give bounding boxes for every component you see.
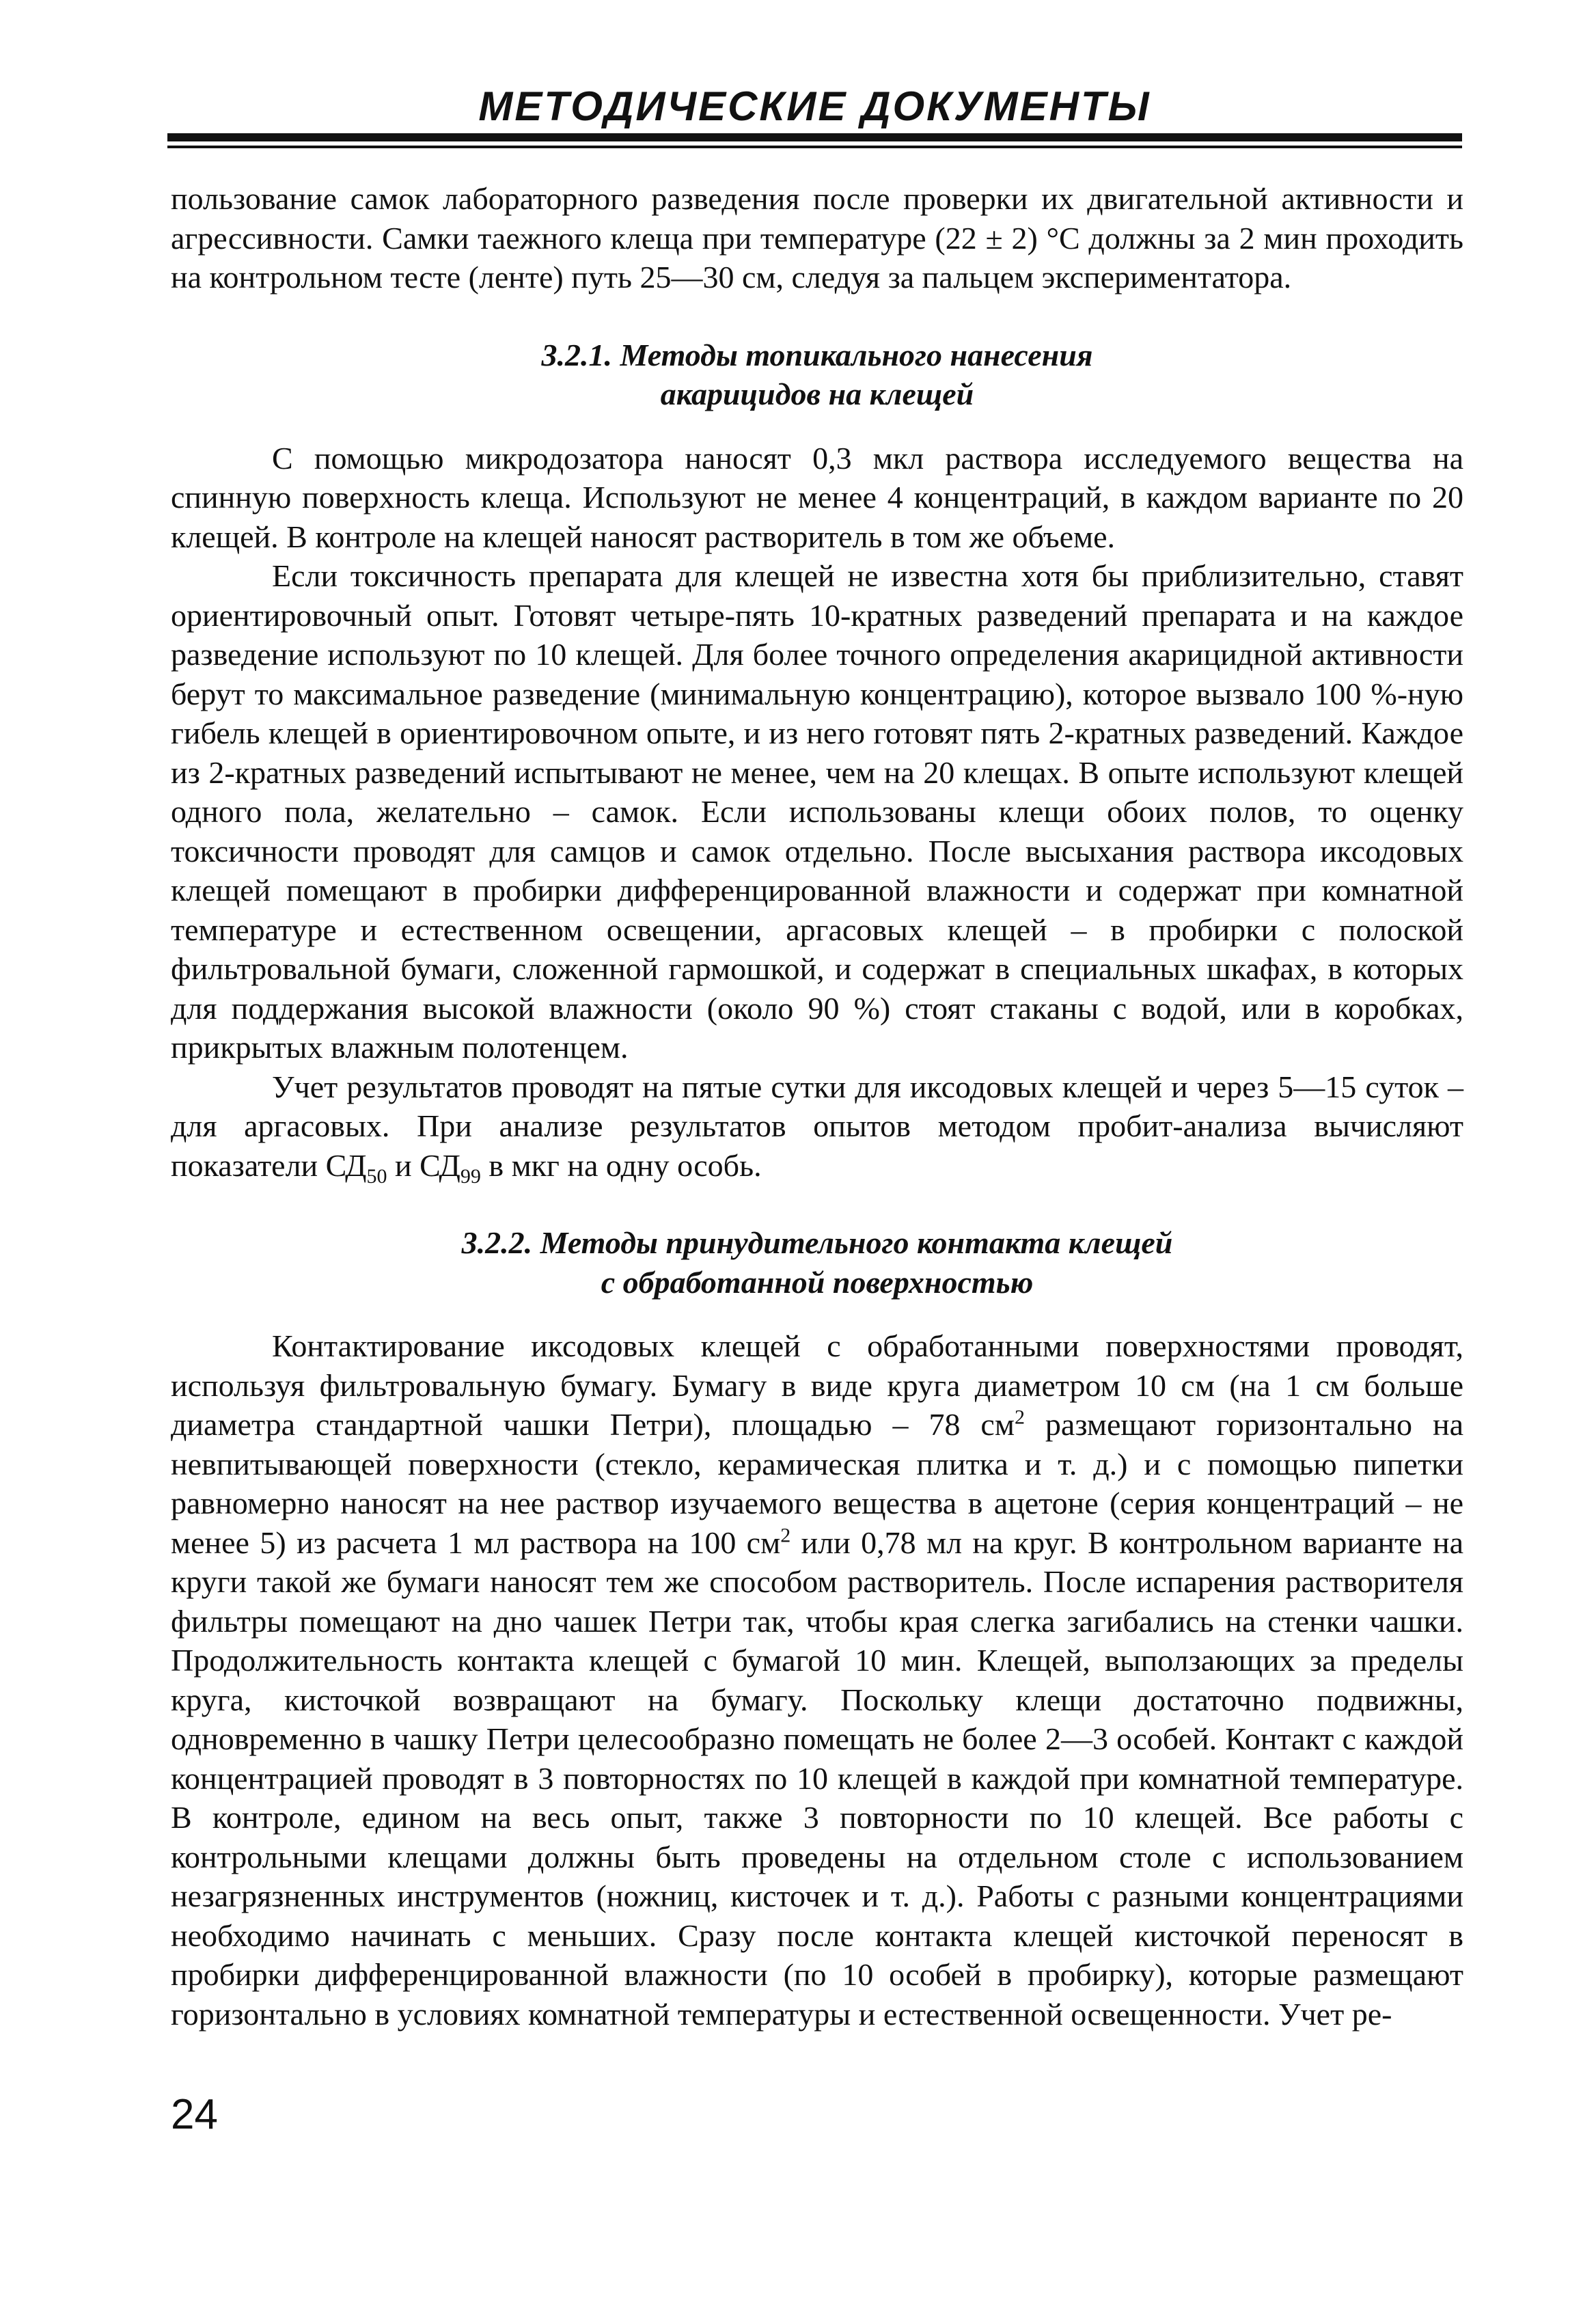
header-rule-thick xyxy=(167,133,1462,141)
paragraph-3-2-1-3-part-c: в мкг на одну особь. xyxy=(480,1147,762,1183)
paragraph-3-2-2-1 xyxy=(171,1326,1463,2034)
section-heading-3-2-2-line1: 3.2.2. Методы принудительного контакта клещей xyxy=(461,1225,1173,1260)
page-number: 24 xyxy=(171,2091,218,2138)
paragraph-3-2-1-3 xyxy=(171,1067,1463,1186)
section-heading-3-2-1-line2: акарицидов на клещей xyxy=(660,377,974,411)
paragraph-3-2-1-3-part-a: Учет результатов проводят на пятые сутки для иксодовых клещей и через 5—15 суток – для аргасовых. При анализе результатов опытов методом пробит-анализа вычисляют показатели СД xyxy=(171,1069,1463,1183)
paragraph-3-2-2-1-part-c: или 0,78 мл на круг. В контрольном варианте на круги такой же бумаги наносят тем же способом растворитель. После испарения растворителя фильтры помещают на дно чашек Петри так, чтобы края слегка загибались на стенки чашки. Продолжительность контакта клещей с бумагой 10 мин. Клещей, выползающих за пределы круга, кисточкой возвращают на бумагу. Поскольку клещи достаточно подвижны, одновременно в чашку Петри целесообразно помещать не более 2—3 особей. Контакт с каждой концентрацией проводят в 3 повторностях по 10 клещей в каждой при комнатной температуре. В контроле, едином на весь опыт, также 3 повторности по 10 клещей. Все работы с контрольными клещами должны быть проведены на отдельном столе с использованием незагрязненных инструментов (ножниц, кисточек и т. д.). Работы с разными концентрациями необходимо начинать с меньших. Сразу после контакта клещей кисточкой переносят в пробирки дифференцированной влажности (по 10 особей в пробирку), которые размещают горизонтально в условиях комнатной температуры и естественной освещенности. Учет ре- xyxy=(171,1525,1463,2032)
header-title: МЕТОДИЧЕСКИЕ ДОКУМЕНТЫ xyxy=(478,83,1151,129)
paragraph-intro: пользование самок лабораторного разведения после проверки их двигательной активности и агрессивности. Самки таежного клеща при температуре (22 ± 2) °С должны за 2 мин проходить на контрольном тесте (ленте) путь 25—30 см, следуя за пальцем экспериментатора. xyxy=(171,181,1463,295)
section-heading-3-2-1-line1: 3.2.1. Методы топикального нанесения xyxy=(541,337,1093,372)
page-body xyxy=(171,179,1463,2034)
running-header xyxy=(167,82,1462,131)
section-heading-3-2-2 xyxy=(171,1223,1463,1302)
section-heading-3-2-2-line2: с обработанной поверхностью xyxy=(601,1264,1034,1300)
superscript-2-first: 2 xyxy=(1014,1406,1025,1429)
superscript-2-second: 2 xyxy=(780,1524,791,1547)
paragraph-3-2-2-1-part-a: Контактирование иксодовых клещей с обработанными поверхностями проводят, используя фильтровальную бумагу. Бумагу в виде круга диаметром 10 см (на 1 см больше диаметра стандартной чашки Петри), площадью – 78 см xyxy=(171,1328,1463,1442)
header-rule-thin xyxy=(167,146,1462,148)
section-heading-3-2-1 xyxy=(171,336,1463,414)
paragraph-3-2-1-1: С помощью микродозатора наносят 0,3 мкл раствора исследуемого вещества на спинную поверхность клеща. Используют не менее 4 концентраций, в каждом варианте по 20 клещей. В контроле на клещей наносят растворитель в том же объеме. xyxy=(171,440,1463,554)
subscript-99: 99 xyxy=(460,1164,481,1188)
paragraph-3-2-1-3-part-b: и СД xyxy=(387,1147,460,1183)
paragraph-3-2-1-2: Если токсичность препарата для клещей не известна хотя бы приблизительно, ставят ориентировочный опыт. Готовят четыре-пять 10-кратных разведений препарата и на каждое разведение используют по 10 клещей. Для более точного определения акарицидной активности берут то максимальное разведение (минимальную концентрацию), которое вызвало 100 %-ную гибель клещей в ориентировочном опыте, и из него готовят пять 2-кратных разведений. Каждое из 2-кратных разведений испытывают не менее, чем на 20 клещах. В опыте используют клещей одного пола, желательно – самок. Если использованы клещи обоих полов, то оценку токсичности проводят для самцов и самок отдельно. После высыхания раствора иксодовых клещей помещают в пробирки дифференцированной влажности и содержат при комнатной температуре и естественном освещении, аргасовых клещей – в пробирки с полоской фильтровальной бумаги, сложенной гармошкой, и содержат в специальных шкафах, в которых для поддержания высокой влажности (около 90 %) стоят стаканы с водой, или в коробках, прикрытых влажным полотенцем. xyxy=(171,558,1463,1065)
paragraph-3-2-2-1-part-b: размещают горизонтально на невпитывающей поверхности (стекло, керамическая плитка и т. д.) и с помощью пипетки равномерно наносят на нее раствор изучаемого вещества в ацетоне (серия концентраций – не менее 5) из расчета 1 мл раствора на 100 см xyxy=(171,1407,1463,1560)
subscript-50: 50 xyxy=(366,1164,387,1188)
